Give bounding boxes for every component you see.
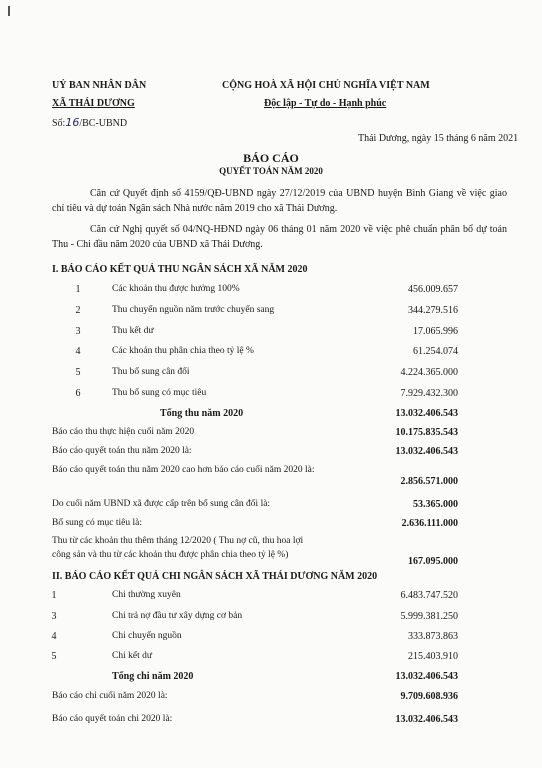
row-value: 4.224.365.000 xyxy=(400,367,458,378)
row-value: 6.483.747.520 xyxy=(400,590,458,601)
row-number: 6 xyxy=(75,388,81,399)
org-name-line2: XÃ THÁI DƯƠNG xyxy=(52,98,135,109)
note-value: 13.032.406.543 xyxy=(395,714,458,725)
scan-mark xyxy=(8,6,10,16)
row-value: 61.254.074 xyxy=(413,346,458,357)
row-value: 215.403.910 xyxy=(408,651,458,662)
nation-motto: Độc lập - Tự do - Hạnh phúc xyxy=(264,98,387,109)
note-label: Báo cáo thu thực hiện cuối năm 2020 xyxy=(52,427,195,437)
row-label: Chi chuyển nguồn xyxy=(112,631,182,641)
total-value: 13.032.406.543 xyxy=(395,408,458,419)
row-label: Chi kết dư xyxy=(112,651,152,661)
row-number: 4 xyxy=(75,346,81,357)
section1-heading: I. BÁO CÁO KẾT QUẢ THU NGÂN SÁCH XÃ NĂM 2020 xyxy=(52,264,308,275)
intro-paragraph-1: Căn cứ Quyết định số 4159/QĐ-UBND ngày 27/12/2019 của UBND huyện Bình Giang về việc giao chỉ tiêu và dự toán Ngân sách Nhà nước năm 2019 cho xã Thái Dương. xyxy=(52,188,507,214)
row-label: Thu kết dư xyxy=(112,326,154,336)
doc-no-suffix: /BC-UBND xyxy=(79,118,128,129)
intro-paragraph-2: Căn cứ Nghị quyết số 04/NQ-HĐND ngày 06 tháng 01 năm 2020 về việc phê chuẩn phân bổ dự toán Thu - Chi đầu năm 2020 của UBND xã Thái Dương. xyxy=(52,224,507,250)
note-extra-value: 167.095.000 xyxy=(408,556,458,567)
note-value: 2.856.571.000 xyxy=(400,476,458,487)
row-label: Các khoản thu được hưởng 100% xyxy=(112,284,240,294)
row-label: Thu bổ sung cân đối xyxy=(112,367,190,377)
report-subtitle: QUYẾT TOÁN NĂM 2020 xyxy=(219,166,323,176)
note-value: 10.175.835.543 xyxy=(395,427,458,438)
note-label: Do cuối năm UBND xã được cấp trên bổ sung cân đối là: xyxy=(52,499,271,509)
row-number: 5 xyxy=(75,367,81,378)
row-number: 3 xyxy=(75,326,81,337)
row-label: Chi trả nợ đầu tư xây dựng cơ bản xyxy=(112,611,243,621)
row-value: 5.999.381.250 xyxy=(400,611,458,622)
row-value: 344.279.516 xyxy=(408,305,458,316)
row-label: Thu chuyển nguồn năm trước chuyển sang xyxy=(112,305,275,315)
doc-no-handwritten: 16 xyxy=(65,116,80,129)
row-number: 3 xyxy=(51,611,57,622)
total-label: Tổng thu năm 2020 xyxy=(160,408,244,419)
row-value: 333.873.863 xyxy=(408,631,458,642)
row-number: 5 xyxy=(51,651,57,662)
section2-heading: II. BÁO CÁO KẾT QUẢ CHI NGÂN SÁCH XÃ THÁI DƯƠNG NĂM 2020 xyxy=(52,571,378,582)
document-number xyxy=(52,116,127,129)
note-label: Bổ sung có mục tiêu là: xyxy=(52,518,142,528)
place-date: Thái Dương, ngày 15 tháng 6 năm 2021 xyxy=(358,133,519,144)
note-extra-line2: công sản và thu từ các khoản thu được phân chia theo tỷ lệ %) xyxy=(52,550,289,560)
row-number: 2 xyxy=(75,305,81,316)
note-label: Báo cáo chi cuối năm 2020 là: xyxy=(52,691,168,701)
row-value: 17.065.996 xyxy=(413,326,458,337)
nation-title: CỘNG HOÀ XÃ HỘI CHỦ NGHĨA VIỆT NAM xyxy=(222,80,430,91)
note-value: 53.365.000 xyxy=(413,499,458,510)
note-value: 9.709.608.936 xyxy=(400,691,458,702)
report-title: BÁO CÁO xyxy=(243,151,299,165)
note-label: Báo cáo quyết toán thu năm 2020 cao hơn báo cáo cuối năm 2020 là: xyxy=(52,465,315,475)
row-number: 1 xyxy=(75,284,81,295)
note-value: 2.636.111.000 xyxy=(401,518,458,529)
row-value: 7.929.432.300 xyxy=(400,388,458,399)
note-extra-line1: Thu từ các khoản thu thêm tháng 12/2020 ( Thu nợ cũ, thu hoa lợi xyxy=(52,536,304,546)
row-label: Thu bổ sung có mục tiêu xyxy=(112,388,207,398)
row-number: 4 xyxy=(51,631,57,642)
total-value: 13.032.406.543 xyxy=(395,671,458,682)
org-name-line1: UỶ BAN NHÂN DÂN xyxy=(52,80,147,91)
row-number: 1 xyxy=(51,590,57,601)
row-label: Chi thường xuyên xyxy=(112,590,181,600)
note-label: Báo cáo quyết toán chi 2020 là: xyxy=(52,714,173,724)
total-label: Tổng chi năm 2020 xyxy=(112,671,194,682)
note-value: 13.032.406.543 xyxy=(395,446,458,457)
doc-no-prefix: Số: xyxy=(52,118,66,129)
row-label: Các khoản thu phân chia theo tỷ lệ % xyxy=(112,346,254,356)
note-label: Báo cáo quyết toán thu năm 2020 là: xyxy=(52,446,192,456)
row-value: 456.009.657 xyxy=(408,284,458,295)
